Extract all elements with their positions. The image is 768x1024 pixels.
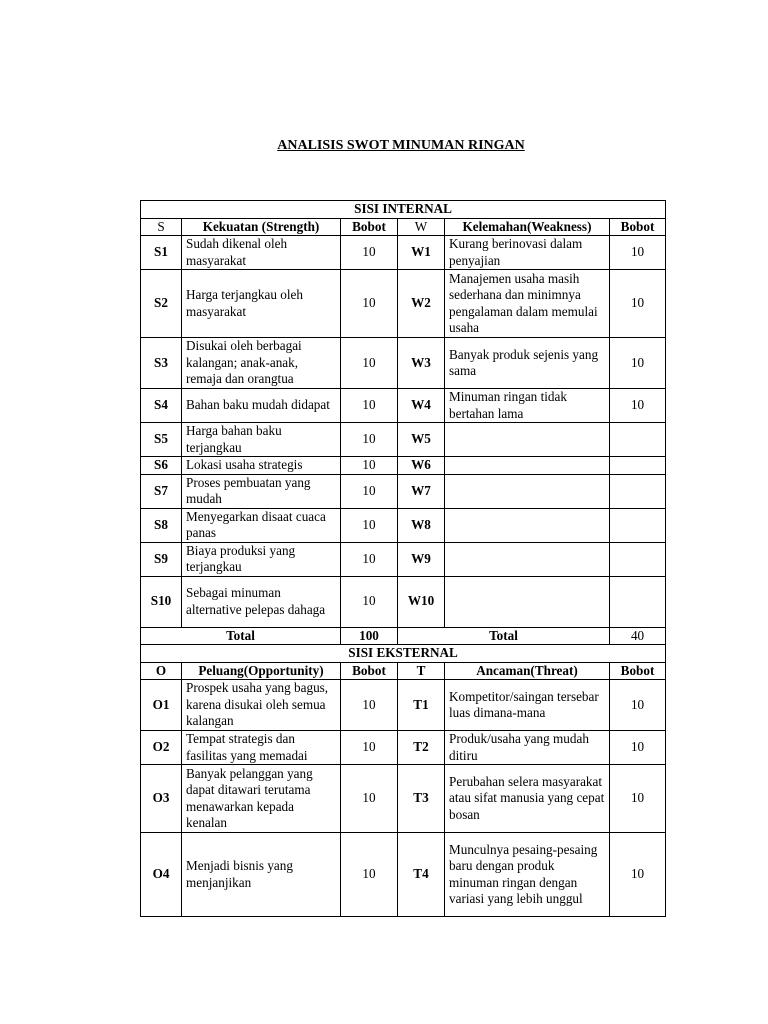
header-t-bobot: Bobot	[610, 662, 666, 680]
t-code: T3	[398, 765, 445, 833]
s-text: Sudah dikenal oleh masyarakat	[182, 236, 341, 270]
s-bobot: 10	[341, 474, 398, 508]
table-row	[141, 457, 666, 475]
t-text: Munculnya pesaing-pesaing baru dengan produk minuman ringan dengan variasi yang lebih unggul	[445, 833, 610, 917]
t-bobot: 10	[610, 731, 666, 765]
t-code: T2	[398, 731, 445, 765]
s-code: S7	[141, 474, 182, 508]
o-text: Menjadi bisnis yang menjanjikan	[182, 833, 341, 917]
s-text: Harga bahan baku terjangkau	[182, 423, 341, 457]
table-row	[141, 338, 666, 389]
o-code: O2	[141, 731, 182, 765]
table-row	[141, 389, 666, 423]
s-text: Biaya produksi yang terjangkau	[182, 542, 341, 576]
internal-header-row	[141, 218, 666, 236]
external-header-row	[141, 662, 666, 680]
table-row	[141, 765, 666, 833]
s-text: Lokasi usaha strategis	[182, 457, 341, 475]
w-code: W1	[398, 236, 445, 270]
internal-section-title: SISI INTERNAL	[141, 201, 666, 219]
header-weakness: Kelemahan(Weakness)	[445, 218, 610, 236]
s-code: S3	[141, 338, 182, 389]
header-w-bobot: Bobot	[610, 218, 666, 236]
s-code: S2	[141, 270, 182, 338]
w-code: W5	[398, 423, 445, 457]
w-bobot	[610, 508, 666, 542]
w-code: W6	[398, 457, 445, 475]
external-title-row	[141, 645, 666, 663]
s-bobot: 10	[341, 423, 398, 457]
o-code: O3	[141, 765, 182, 833]
s-code: S1	[141, 236, 182, 270]
header-w: W	[398, 218, 445, 236]
s-code: S4	[141, 389, 182, 423]
external-section-title: SISI EKSTERNAL	[141, 645, 666, 663]
o-text: Prospek usaha yang bagus, karena disukai oleh semua kalangan	[182, 680, 341, 731]
table-row	[141, 731, 666, 765]
table-row	[141, 680, 666, 731]
w-text: Kurang berinovasi dalam penyajian	[445, 236, 610, 270]
total-row	[141, 627, 666, 645]
o-bobot: 10	[341, 833, 398, 917]
w-text: Manajemen usaha masih sederhana dan minimnya pengalaman dalam memulai usaha	[445, 270, 610, 338]
s-text: Proses pembuatan yang mudah	[182, 474, 341, 508]
table-row	[141, 576, 666, 627]
w-bobot	[610, 457, 666, 475]
o-bobot: 10	[341, 765, 398, 833]
t-bobot: 10	[610, 680, 666, 731]
o-code: O1	[141, 680, 182, 731]
table-row	[141, 474, 666, 508]
w-code: W10	[398, 576, 445, 627]
table-row	[141, 833, 666, 917]
t-bobot: 10	[610, 765, 666, 833]
o-bobot: 10	[341, 731, 398, 765]
s-bobot: 10	[341, 542, 398, 576]
w-bobot	[610, 576, 666, 627]
w-bobot: 10	[610, 338, 666, 389]
o-text: Banyak pelanggan yang dapat ditawari terutama menawarkan kepada kenalan	[182, 765, 341, 833]
w-text: Minuman ringan tidak bertahan lama	[445, 389, 610, 423]
s-code: S9	[141, 542, 182, 576]
s-text: Disukai oleh berbagai kalangan; anak-anak, remaja dan orangtua	[182, 338, 341, 389]
w-bobot	[610, 542, 666, 576]
w-code: W8	[398, 508, 445, 542]
w-text	[445, 457, 610, 475]
w-bobot	[610, 423, 666, 457]
s-text: Bahan baku mudah didapat	[182, 389, 341, 423]
table-row	[141, 542, 666, 576]
document-title: ANALISIS SWOT MINUMAN RINGAN	[277, 138, 525, 153]
header-s-bobot: Bobot	[341, 218, 398, 236]
t-text: Produk/usaha yang mudah ditiru	[445, 731, 610, 765]
o-code: O4	[141, 833, 182, 917]
header-o-bobot: Bobot	[341, 662, 398, 680]
header-s: S	[141, 218, 182, 236]
w-code: W9	[398, 542, 445, 576]
w-code: W4	[398, 389, 445, 423]
s-code: S6	[141, 457, 182, 475]
o-text: Tempat strategis dan fasilitas yang memadai	[182, 731, 341, 765]
total-label-strength: Total	[141, 627, 341, 645]
w-code: W3	[398, 338, 445, 389]
header-opportunity: Peluang(Opportunity)	[182, 662, 341, 680]
w-text	[445, 542, 610, 576]
w-text	[445, 474, 610, 508]
table-row	[141, 236, 666, 270]
total-weakness: 40	[610, 627, 666, 645]
w-bobot	[610, 474, 666, 508]
s-bobot: 10	[341, 457, 398, 475]
s-code: S5	[141, 423, 182, 457]
w-bobot: 10	[610, 389, 666, 423]
header-strength: Kekuatan (Strength)	[182, 218, 341, 236]
s-text: Sebagai minuman alternative pelepas dahaga	[182, 576, 341, 627]
s-code: S8	[141, 508, 182, 542]
s-bobot: 10	[341, 576, 398, 627]
w-text	[445, 423, 610, 457]
table-row	[141, 508, 666, 542]
total-label-weakness: Total	[398, 627, 610, 645]
w-bobot: 10	[610, 236, 666, 270]
s-text: Harga terjangkau oleh masyarakat	[182, 270, 341, 338]
s-bobot: 10	[341, 508, 398, 542]
w-code: W2	[398, 270, 445, 338]
s-bobot: 10	[341, 338, 398, 389]
t-bobot: 10	[610, 833, 666, 917]
swot-table	[140, 200, 666, 917]
s-text: Menyegarkan disaat cuaca panas	[182, 508, 341, 542]
s-code: S10	[141, 576, 182, 627]
header-o: O	[141, 662, 182, 680]
t-text: Perubahan selera masyarakat atau sifat manusia yang cepat bosan	[445, 765, 610, 833]
w-code: W7	[398, 474, 445, 508]
w-bobot: 10	[610, 270, 666, 338]
s-bobot: 10	[341, 389, 398, 423]
t-code: T1	[398, 680, 445, 731]
table-row	[141, 270, 666, 338]
w-text	[445, 576, 610, 627]
s-bobot: 10	[341, 270, 398, 338]
total-strength: 100	[341, 627, 398, 645]
internal-title-row	[141, 201, 666, 219]
t-text: Kompetitor/saingan tersebar luas dimana-mana	[445, 680, 610, 731]
w-text: Banyak produk sejenis yang sama	[445, 338, 610, 389]
o-bobot: 10	[341, 680, 398, 731]
header-threat: Ancaman(Threat)	[445, 662, 610, 680]
header-t: T	[398, 662, 445, 680]
s-bobot: 10	[341, 236, 398, 270]
table-row	[141, 423, 666, 457]
t-code: T4	[398, 833, 445, 917]
w-text	[445, 508, 610, 542]
